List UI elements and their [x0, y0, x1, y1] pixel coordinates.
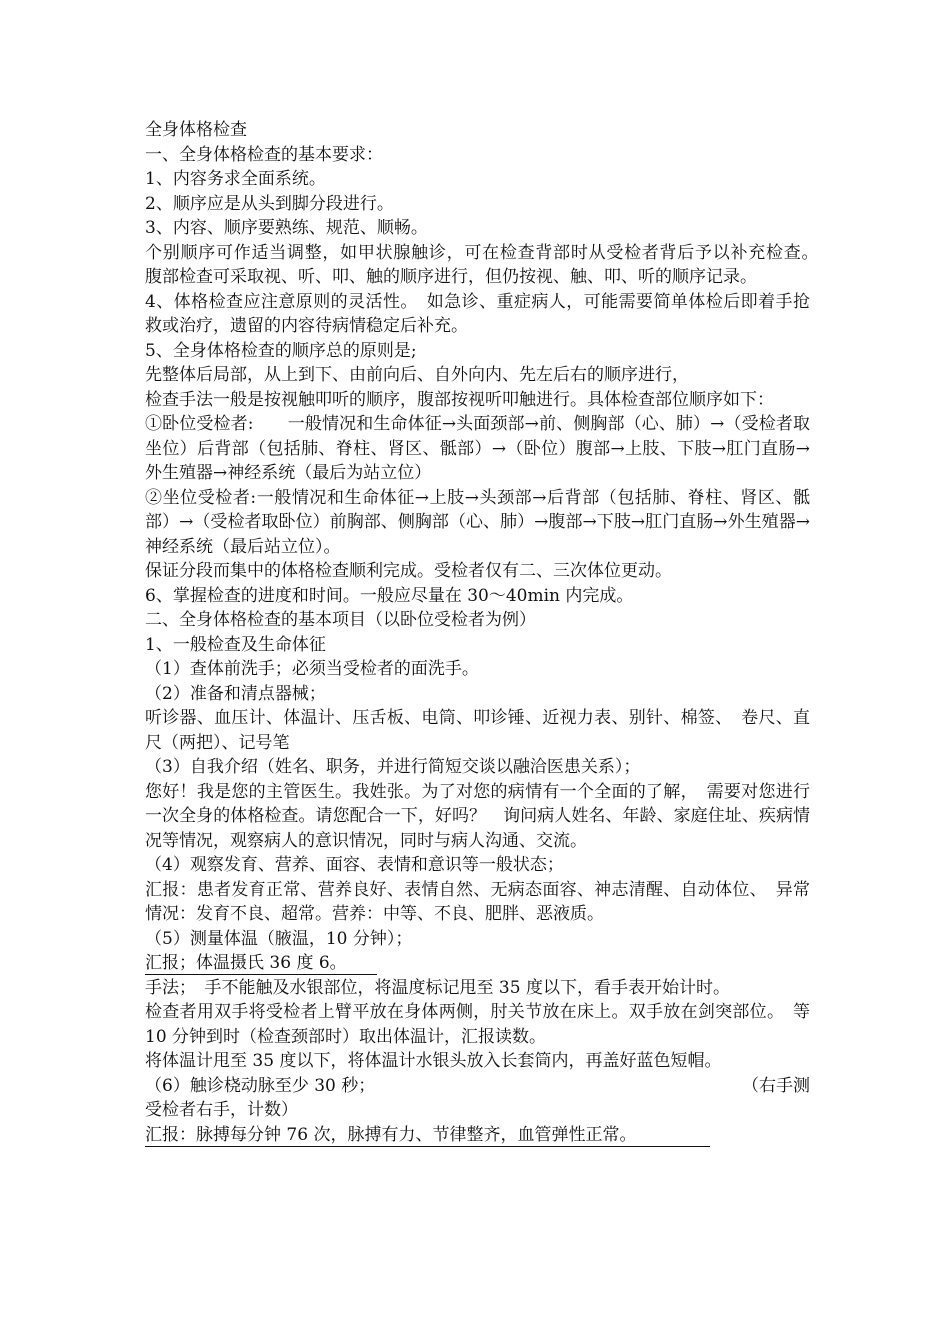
requirement-5-principle: 先整体后局部，从上到下、由前向后、自外向内、先左后右的顺序进行，	[145, 365, 689, 385]
step-5-report-row	[145, 951, 810, 976]
document-title: 全身体格检查	[145, 120, 247, 140]
requirement-3: 3、内容、顺序要熟练、规范、顺畅。	[145, 218, 428, 238]
item-1: 1、一般检查及生命体征	[145, 634, 326, 655]
requirement-4: 4、体格检查应注意原则的灵活性。 如急诊、重症病人，可能需要简单体检后即着手抢救或治疗，遗留的内容待病情稳定后补充。	[145, 291, 810, 336]
requirement-6: 6、掌握检查的进度和时间。一般应尽量在 30～40min 内完成。	[145, 585, 634, 606]
step-2: （2）准备和清点器械；	[145, 683, 326, 704]
step-5-method-2: 检查者用双手将受检者上臂平放在身体两侧，肘关节放在床上。双手放在剑突部位。 等 10 分钟到时（检查颈部时）取出体温计，汇报读数。	[145, 1002, 810, 1047]
step-5: （5）测量体温（腋温，10 分钟）；	[145, 928, 413, 949]
order-supine: ①卧位受检者: 一般情况和生命体征→头面颈部→前、侧胸部（心、肺）→（受检者取坐位）后背部（包括肺、脊柱、肾区、骶部）→（卧位）腹部→上肢、下肢→肛门直肠→外生殖器→神经系统（最后为站立位）	[145, 414, 810, 483]
step-5-method-1: 手法； 手不能触及水银部位，将温度标记甩至 35 度以下，看手表开始计时。	[145, 977, 730, 998]
step-3: （3）自我介绍（姓名、职务，并进行简短交谈以融洽医患关系）；	[145, 757, 641, 777]
underline-rule	[145, 974, 377, 975]
requirement-5: 5、全身体格检查的顺序总的原则是;	[145, 340, 417, 361]
document-body	[145, 118, 827, 1147]
order-note: 保证分段而集中的体格检查顺利完成。受检者仅有二、三次体位更动。	[145, 561, 672, 581]
step-6: （6）触诊桡动脉至少 30 秒；	[145, 1075, 376, 1096]
step-2-instrument-list: 听诊器、血压计、体温计、压舌板、电筒、叩诊锤、近视力表、别针、棉签、 卷尺、直尺（两把）、记号笔	[145, 708, 810, 753]
step-6-tail: （右手测	[742, 1075, 810, 1096]
requirement-2: 2、顺序应是从头到脚分段进行。	[145, 193, 394, 214]
step-6-report-row	[145, 1123, 810, 1148]
step-5-method-3: 将体温计甩至 35 度以下，将体温计水银头放入长套筒内，再盖好蓝色短帽。	[145, 1051, 722, 1071]
step-1: （1）查体前洗手；必须当受检者的面洗手。	[145, 659, 479, 679]
step-6-continuation: 受检者右手，计数）	[145, 1100, 298, 1120]
step-6-report: 汇报：脉搏每分钟 76 次，脉搏有力、节律整齐，血管弹性正常。	[145, 1124, 637, 1145]
requirement-1: 1、内容务求全面系统。	[145, 169, 326, 189]
section-heading-1: 一、全身体格检查的基本要求：	[145, 144, 383, 165]
step-5-report: 汇报；体温摄氏 36 度 6。	[145, 953, 347, 973]
underline-rule	[145, 1146, 710, 1147]
step-4-report: 汇报：患者发育正常、营养良好、表情自然、无病态面容、神志清醒、自动体位、 异常情况：发育不良、超常。营养：中等、不良、肥胖、恶液质。	[145, 879, 810, 924]
section-heading-2: 二、全身体格检查的基本项目（以卧位受检者为例）	[145, 610, 536, 630]
step-4: （4）观察发育、营养、面容、表情和意识等一般状态；	[145, 855, 564, 875]
step-3-script: 您好！我是您的主管医生。我姓张。为了对您的病情有一个全面的了解， 需要对您进行一次全身的体格检查。请您配合一下，好吗？ 询问病人姓名、年龄、家庭住址、疾病情况等情况，观察病人的意识情况，同时与病人沟通、交流。	[145, 781, 810, 851]
requirement-3-note: 个别顺序可作适当调整，如甲状腺触诊，可在检查背部时从受检者背后予以补充检查。 腹部检查可采取视、听、叩、触的顺序进行，但仍按视、触、叩、听的顺序记录。	[145, 242, 827, 287]
order-sitting: ②坐位受检者:一般情况和生命体征→上肢→头颈部→后背部（包括肺、脊柱、肾区、骶部）→（受检者取卧位）前胸部、侧胸部（心、肺）→腹部→下肢→肛门直肠→外生殖器→神经系统（最后站立位）。	[145, 487, 810, 557]
requirement-5-method: 检查手法一般是按视触叩听的顺序，腹部按视听叩触进行。具体检查部位顺序如下：	[145, 389, 774, 410]
step-6-row	[145, 1074, 810, 1099]
